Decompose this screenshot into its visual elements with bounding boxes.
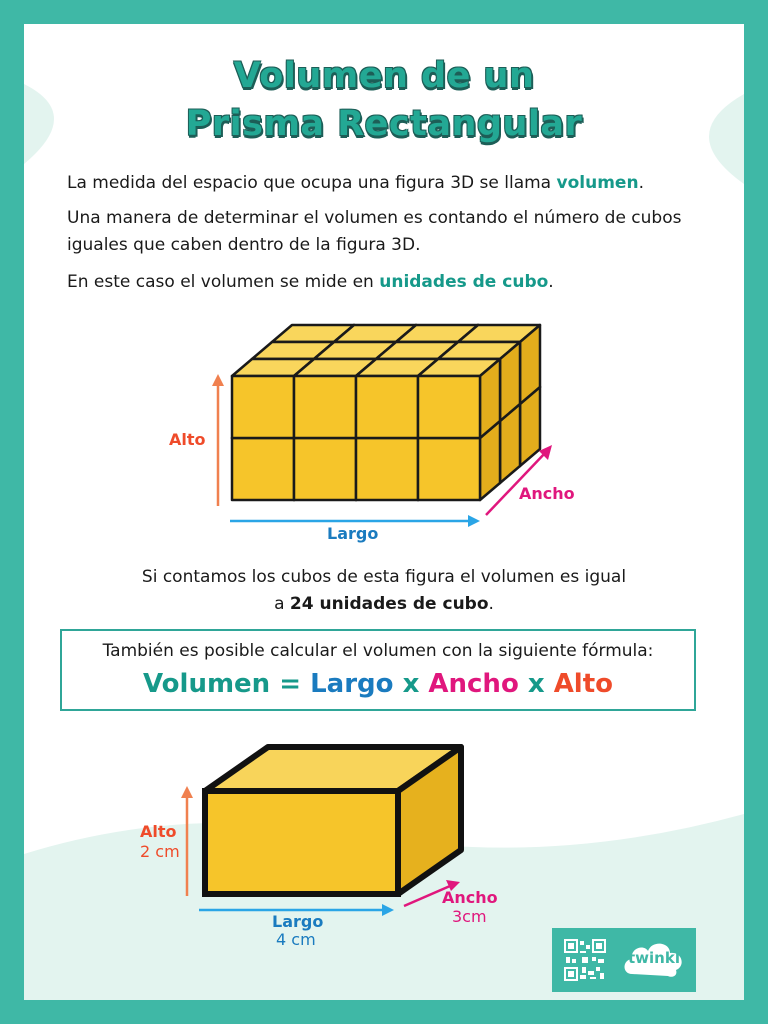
count-statement <box>24 564 744 618</box>
cube-front-face <box>232 376 294 438</box>
formula-ancho: Ancho <box>428 669 519 699</box>
ancho-value: 3cm <box>452 907 487 926</box>
formula-times-1: x <box>393 669 429 699</box>
formula-times-2: x <box>518 669 554 699</box>
largo-value: 4 cm <box>276 930 316 949</box>
count-line-2 <box>24 591 744 618</box>
cube-front-face <box>356 438 418 500</box>
formula-intro: También es posible calcular el volumen con la siguiente fórmula: <box>102 641 654 661</box>
p3-text: En este caso el volumen se mide en <box>67 272 380 292</box>
count-end: . <box>488 594 494 614</box>
p1-end: . <box>638 173 644 193</box>
count-line-1: Si contamos los cubos de esta figura el volumen es igual <box>141 567 627 587</box>
twinkl-logo: twinkl <box>628 949 680 967</box>
cube-front-face <box>418 376 480 438</box>
brand-badge <box>552 928 696 992</box>
count-result: 24 unidades de cubo <box>289 594 489 614</box>
volume-formula <box>62 669 694 699</box>
poster-content <box>24 24 744 1000</box>
cube-front-face <box>232 438 294 500</box>
alto-arrow <box>212 374 224 506</box>
unit-cubes <box>232 325 540 500</box>
p3-highlight: unidades de cubo <box>379 272 549 292</box>
formula-alto: Alto <box>553 669 614 699</box>
solid-prism <box>205 747 461 894</box>
p3-end: . <box>548 272 554 292</box>
ancho-label-2: Ancho <box>442 888 498 907</box>
alto-label-2: Alto <box>140 822 177 841</box>
formula-equals: = <box>270 669 311 699</box>
ancho-label: Ancho <box>519 484 575 503</box>
cube-prism-diagram <box>24 24 744 1000</box>
p1-text: La medida del espacio que ocupa una figura 3D se llama <box>67 173 557 193</box>
alto-label: Alto <box>169 430 206 449</box>
largo-label: Largo <box>327 524 379 543</box>
intro-paragraph-2: Una manera de determinar el volumen es contando el número de cubos iguales que caben dentro de la figura 3D. <box>67 208 682 255</box>
formula-volumen: Volumen <box>142 669 271 699</box>
cube-front-face <box>294 438 356 500</box>
cube-front-face <box>294 376 356 438</box>
formula-largo: Largo <box>310 669 394 699</box>
formula-box <box>60 629 696 711</box>
title-line-1: Volumen de un <box>233 56 535 96</box>
alto-value: 2 cm <box>140 842 180 861</box>
qr-code-icon <box>564 939 606 981</box>
count-a: a <box>274 594 290 614</box>
cube-front-face <box>356 376 418 438</box>
alto-arrow-2 <box>181 786 193 896</box>
title-line-2: Prisma Rectangular <box>185 104 583 144</box>
cube-front-face <box>418 438 480 500</box>
p1-highlight: volumen <box>556 173 639 193</box>
largo-label-2: Largo <box>272 912 324 931</box>
